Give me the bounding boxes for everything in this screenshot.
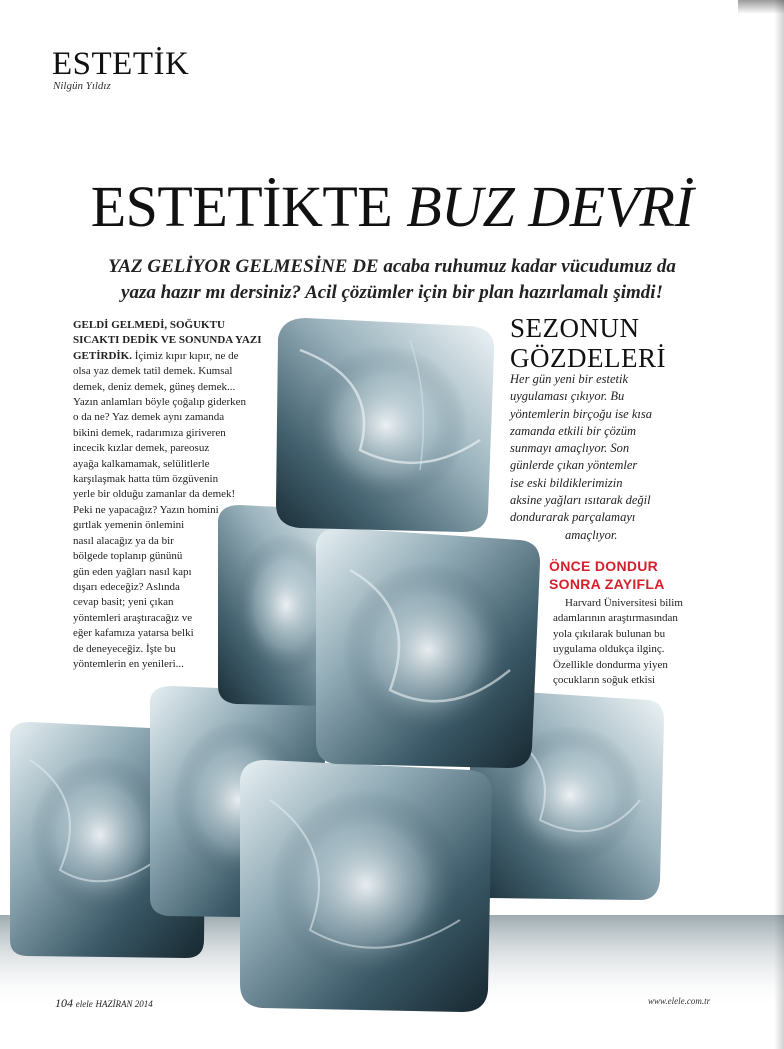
body-line: yöntemlerin en yenileri... — [73, 657, 184, 670]
sidebar-line: Her gün yeni bir estetik — [510, 372, 629, 386]
body-line: yöntemleri araştıracağız ve — [73, 611, 193, 624]
sidebar-title — [510, 313, 710, 373]
body-line: o da ne? Yaz demek aynı zamanda — [73, 411, 225, 424]
subsection-line: adamlarının araştırmasından — [553, 612, 678, 625]
subsection-title — [549, 557, 739, 593]
subsection-title-line: ÖNCE DONDUR — [549, 558, 659, 574]
body-line: incecik kızlar demek, pareosuz — [73, 442, 210, 455]
body-line: yerle bir olduğu zamanlar da demek! — [73, 488, 236, 501]
sidebar-line: ise eski bildiklerimizin — [510, 475, 623, 490]
body-line: karşılaşmak hatta tüm özgüvenin — [73, 473, 219, 486]
body-column-left — [73, 318, 269, 672]
lead-line-mixed — [73, 349, 269, 364]
body-line: eğer kafamıza yatarsa belki — [73, 627, 194, 640]
magazine-name: elele — [75, 999, 93, 1009]
body-line: bölgede toplanıp gününü — [73, 550, 183, 563]
body-line: Peki ne yapacağız? Yazın homini — [73, 503, 219, 516]
sidebar-line: sunmayı amaçlıyor. Son — [510, 441, 630, 456]
subsection-line: uygulama oldukça ilginç. — [553, 643, 665, 656]
subsection-line: Özellikle dondurma yiyen — [553, 658, 668, 671]
ice-cube-bottom-center — [240, 760, 492, 1012]
page-number: 104 — [55, 996, 73, 1010]
body-line: de deneyeceğiz. İşte bu — [73, 642, 176, 655]
sidebar-line: zamanda etkili bir çözüm — [510, 423, 637, 438]
headline-part2: BUZ DEVRİ — [406, 174, 694, 239]
lead-line-bold: GETİRDİK. — [73, 349, 132, 362]
body-line: nasıl alacağız ya da bir — [73, 534, 174, 547]
body-line: gırtlak yemenin önlemini — [73, 519, 185, 532]
sidebar-line: aksine yağları ısıtarak değil — [510, 493, 651, 508]
body-line: olsa yaz demek tatil demek. Kumsal — [73, 365, 233, 378]
deck-line: YAZ GELİYOR GELMESİNE DE acaba ruhumuz kadar vücudumuz da — [108, 256, 676, 277]
lead-line: SICAKTI DEDİK VE SONUNDA YAZI — [73, 334, 262, 347]
subsection-line: çocukların soğuk etkisi — [553, 674, 656, 687]
sidebar-line: yöntemlerin birçoğu ise kısa — [510, 406, 652, 421]
sidebar-title-line: GÖZDELERİ — [510, 343, 666, 373]
sidebar-line: dondurarak parçalamayı — [510, 510, 636, 525]
deck-line: yaza hazır mı dersiniz? Acil çözümler için bir plan hazırlamalı şimdi! — [121, 282, 663, 303]
ice-cube-mid-center — [316, 528, 540, 768]
sidebar-text — [510, 371, 710, 544]
article-headline — [0, 174, 784, 239]
subsection-title-line: SONRA ZAYIFLA — [549, 576, 665, 592]
sidebar-line: uygulaması çıkıyor. Bu — [510, 389, 625, 404]
magazine-url: www.elele.com.tr — [648, 996, 711, 1006]
lead-line: GELDİ GELMEDİ, SOĞUKTU — [73, 319, 225, 331]
body-line: ayağa kalkamamak, selülitlerle — [73, 457, 210, 470]
sidebar-line: günlerde çıkan yöntemler — [510, 458, 638, 473]
lead-tail: İçimiz kıpır kıpır, ne de — [132, 349, 239, 362]
sidebar-line: amaçlıyor. — [565, 527, 618, 542]
body-line: Yazın anlamları böyle çoğalıp giderken — [73, 396, 246, 409]
article-deck — [40, 254, 744, 306]
sidebar-title-line: SEZONUN — [510, 313, 640, 343]
ice-cube-top — [276, 318, 494, 532]
body-line: demek, deniz demek, güneş demek... — [73, 380, 236, 393]
folio-left — [55, 996, 153, 1011]
subsection-line: yola çıkılarak bulunan bu — [553, 627, 666, 640]
body-line: dışarı edeceğiz? Aslında — [73, 580, 180, 593]
subsection-text — [553, 596, 713, 688]
body-line: bikini demek, radarımıza giriveren — [73, 426, 226, 439]
headline-part1: ESTETİKTE — [90, 174, 407, 239]
author-name: Nilgün Yıldız — [53, 80, 111, 92]
subsection-line: Harvard Üniversitesi bilim — [565, 597, 683, 609]
body-line: cevap basit; yeni çıkan — [73, 596, 174, 609]
section-title: ESTETİK — [52, 46, 190, 82]
body-line: gün eden yağları nasıl kapı — [73, 565, 192, 578]
issue-date: HAZİRAN 2014 — [95, 999, 153, 1009]
